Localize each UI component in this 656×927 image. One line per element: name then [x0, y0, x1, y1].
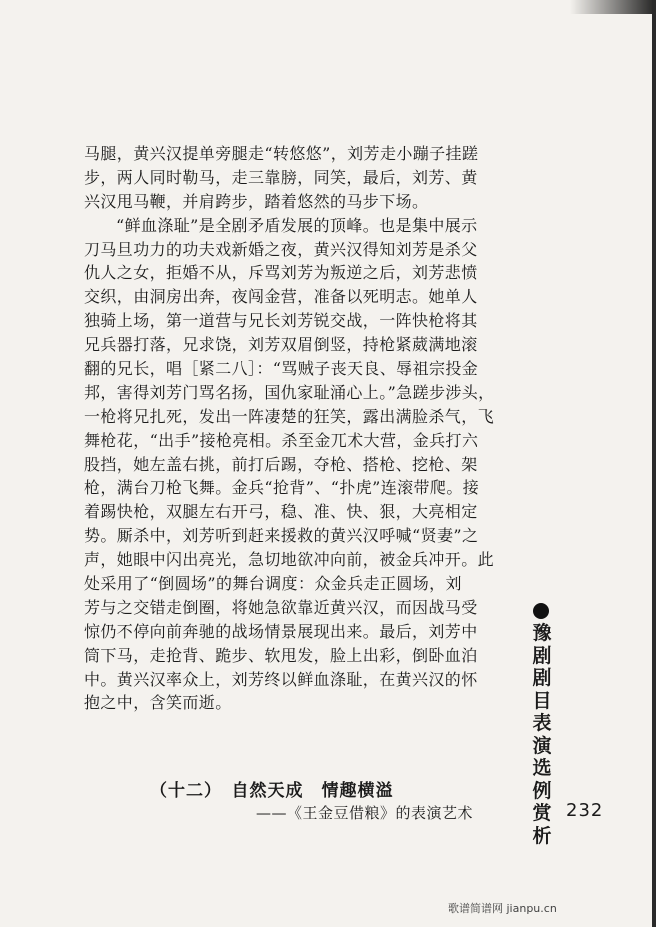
book-title-char: 演 [532, 734, 552, 757]
text-line: 筒下马，走抢背、跪步、软甩发，脸上出彩，倒卧血泊 [84, 645, 478, 665]
text-line: 抱之中，含笑而逝。 [84, 693, 232, 713]
text-line: 势。厮杀中，刘芳听到赶来援救的黄兴汉呼喊“贤妻”之 [84, 526, 479, 546]
text-line: 一枪将兄扎死，发出一阵凄楚的狂笑，露出满脸杀气，飞 [84, 406, 495, 426]
page-number: 232 [566, 800, 604, 821]
book-title-char: 例 [532, 779, 552, 802]
book-title-vertical [531, 622, 553, 847]
text-line: 马腿，黄兴汉提单旁腿走“转悠悠”，刘芳走小蹦子挂蹉 [84, 144, 479, 163]
book-title-char: 剧 [532, 667, 552, 689]
scan-shadow-top [570, 0, 656, 14]
section-title: （十二） 自然天成 情趣横溢 [150, 781, 394, 801]
section-subtitle: ——《王金豆借粮》的表演艺术 [256, 804, 474, 822]
text-line: 翻的兄长，唱［紧二八］：“骂贼子丧天良、辱祖宗投金 [84, 359, 479, 379]
text-line: 惊仍不停向前奔驰的战场情景展现出来。最后，刘芳中 [84, 621, 478, 641]
book-title-char: 表 [532, 712, 552, 734]
book-title-char: 剧 [532, 644, 552, 667]
text-line: 舞枪花，“出手”接枪亮相。杀至金兀术大营，金兵打六 [84, 430, 479, 450]
text-line: 刀马旦功力的功夫戏新婚之夜，黄兴汉得知刘芳是杀父 [84, 239, 478, 259]
book-title-char: 赏 [532, 802, 552, 824]
watermark: 歌谱简谱网 jianpu.cn [448, 902, 557, 915]
text-line: “鲜血涤耻”是全剧矛盾发展的顶峰。也是集中展示 [116, 215, 478, 235]
text-line: 中。黄兴汉率众上，刘芳终以鲜血涤耻，在黄兴汉的怀 [84, 669, 478, 689]
text-line: 声，她眼中闪出亮光，急切地欲冲向前，被金兵冲开。此 [84, 550, 495, 570]
text-line: 兴汉甩马鞭，并肩跨步，踏着悠然的马步下场。 [84, 191, 429, 211]
text-line: 枪，满台刀枪飞舞。金兵“抢背”、“扑虎”连滚带爬。接 [84, 478, 480, 498]
text-line: 交织，由洞房出奔，夜闯金营，准备以死明志。她单人 [84, 287, 478, 307]
book-title-char: 豫 [532, 622, 552, 644]
text-line: 股挡，她左盖右挑，前打后踢，夺枪、搭枪、挖枪、架 [84, 454, 478, 474]
body-text [84, 142, 516, 715]
text-line: 独骑上场，第一道营与兄长刘芳锐交战，一阵快枪将其 [84, 311, 478, 331]
text-line: 兄兵器打落，兄求饶，刘芳双眉倒竖，持枪紧葳满地滚 [84, 335, 478, 355]
book-title-char: 析 [532, 824, 552, 847]
text-line: 步，两人同时勒马，走三靠膀，同笑，最后，刘芳、黄 [84, 167, 478, 187]
page-edge-shadow [652, 0, 656, 927]
bullet-icon [533, 603, 549, 619]
text-line: 芳与之交错走倒圈，将她急欲靠近黄兴汉，而因战马受 [84, 597, 478, 617]
text-line: 处采用了“倒圆场”的舞台调度：众金兵走正圆场，刘 [84, 574, 462, 594]
book-title-char: 目 [532, 689, 552, 712]
text-line: 仇人之女，拒婚不从，斥骂刘芳为叛逆之后，刘芳悲愤 [84, 263, 478, 283]
text-line: 邦，害得刘芳门骂名扬，国仇家耻涌心上。”急蹉步涉头， [84, 382, 495, 402]
book-title-char: 选 [532, 757, 552, 779]
text-line: 着踢快枪，双腿左右开弓，稳、准、快、狠，大亮相定 [84, 502, 478, 522]
